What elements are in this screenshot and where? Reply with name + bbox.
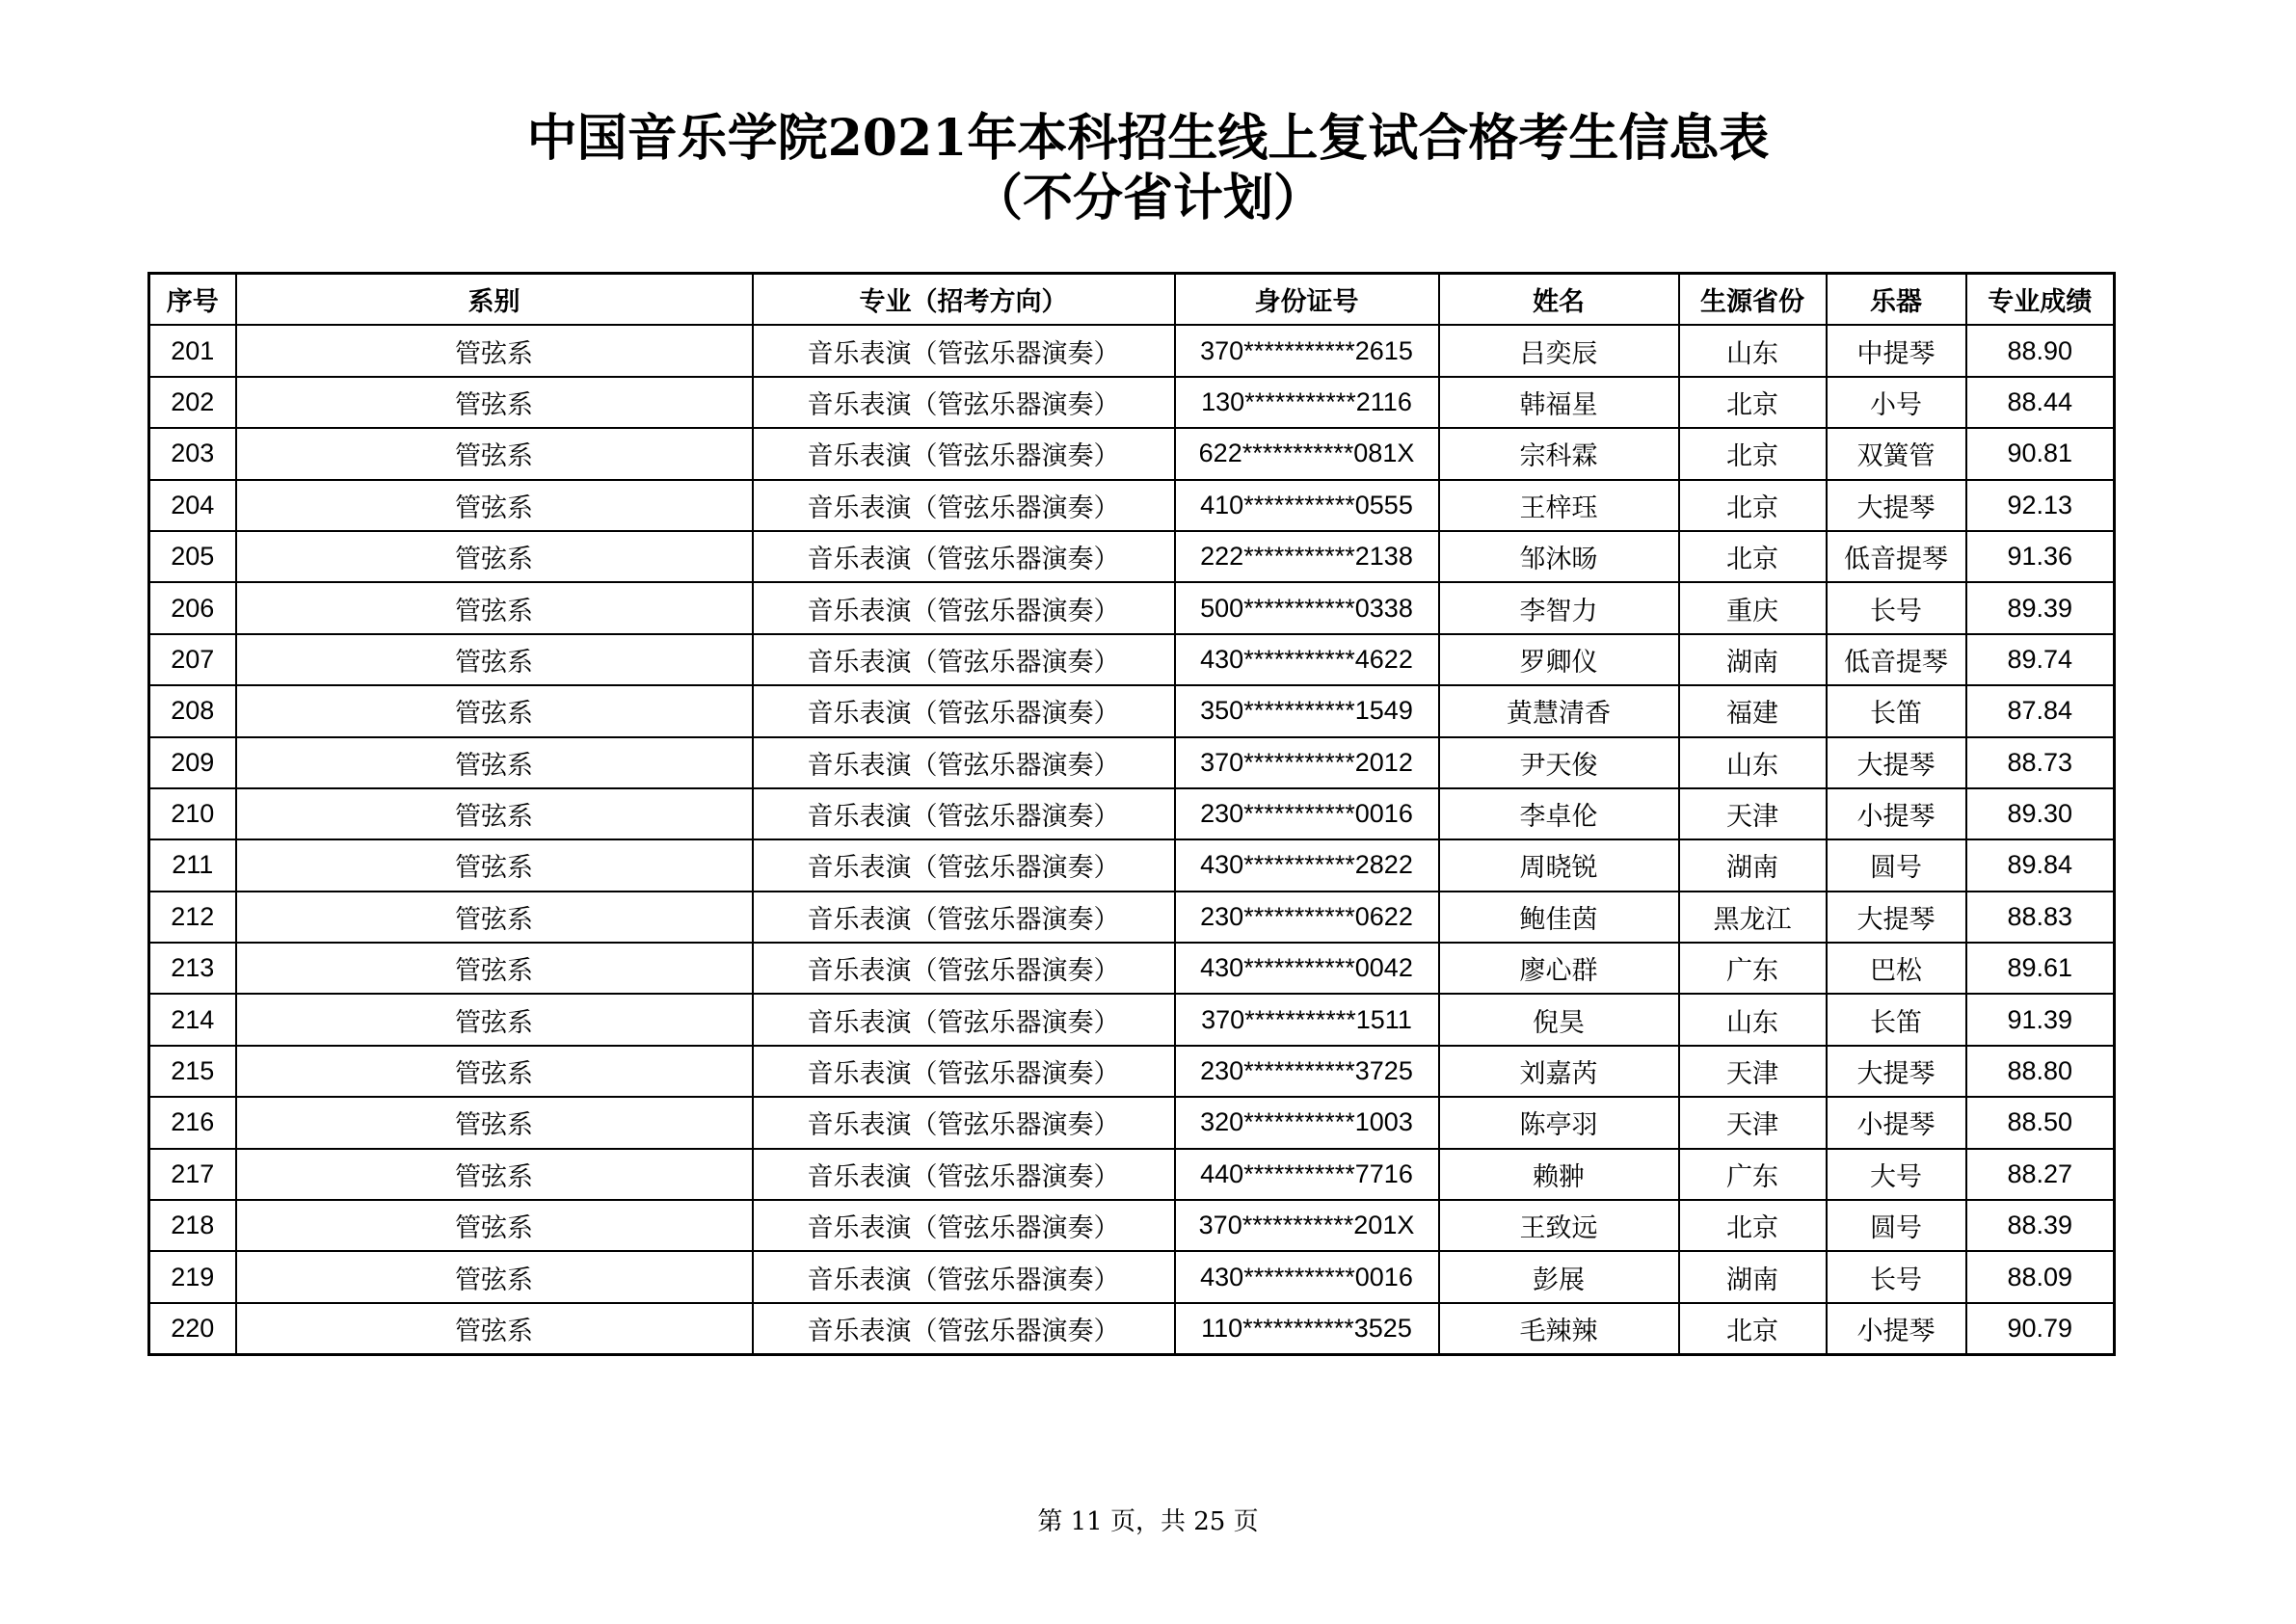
page-subtitle: （不分省计划） (972, 169, 1323, 227)
cell-index: 207 (149, 634, 236, 685)
cell-score: 90.81 (1966, 428, 2115, 479)
cell-instrument: 大提琴 (1827, 480, 1966, 531)
col-header-instrument: 乐器 (1827, 274, 1966, 326)
cell-major: 音乐表演（管弦乐器演奏） (753, 531, 1175, 582)
cell-score: 88.73 (1966, 737, 2115, 788)
cell-id-number: 230***********0622 (1175, 892, 1439, 943)
cell-instrument: 大提琴 (1827, 1046, 1966, 1097)
col-header-index: 序号 (149, 274, 236, 326)
cell-score: 88.83 (1966, 892, 2115, 943)
cell-name: 廖心群 (1439, 943, 1679, 994)
cell-score: 89.84 (1966, 839, 2115, 891)
cell-department: 管弦系 (236, 1097, 753, 1148)
cell-name: 赖翀 (1439, 1149, 1679, 1200)
cell-id-number: 430***********4622 (1175, 634, 1439, 685)
table-row (149, 1097, 2115, 1148)
cell-name: 罗卿仪 (1439, 634, 1679, 685)
cell-instrument: 小提琴 (1827, 1097, 1966, 1148)
cell-name: 王梓珏 (1439, 480, 1679, 531)
cell-major: 音乐表演（管弦乐器演奏） (753, 788, 1175, 839)
page-number: 第 11 页，共 25 页 (1037, 1507, 1259, 1536)
cell-major: 音乐表演（管弦乐器演奏） (753, 325, 1175, 376)
cell-department: 管弦系 (236, 1251, 753, 1302)
table-row (149, 531, 2115, 582)
cell-department: 管弦系 (236, 1303, 753, 1355)
cell-score: 92.13 (1966, 480, 2115, 531)
cell-id-number: 230***********3725 (1175, 1046, 1439, 1097)
table-row (149, 428, 2115, 479)
cell-score: 88.80 (1966, 1046, 2115, 1097)
col-header-id-number: 身份证号 (1175, 274, 1439, 326)
cell-index: 216 (149, 1097, 236, 1148)
cell-index: 218 (149, 1200, 236, 1251)
cell-score: 88.39 (1966, 1200, 2115, 1251)
cell-instrument: 大提琴 (1827, 892, 1966, 943)
cell-province: 山东 (1679, 994, 1827, 1045)
cell-name: 陈亭羽 (1439, 1097, 1679, 1148)
cell-instrument: 圆号 (1827, 839, 1966, 891)
cell-province: 北京 (1679, 531, 1827, 582)
table-row (149, 737, 2115, 788)
table-row (149, 943, 2115, 994)
cell-index: 203 (149, 428, 236, 479)
cell-province: 湖南 (1679, 1251, 1827, 1302)
cell-department: 管弦系 (236, 531, 753, 582)
cell-id-number: 622***********081X (1175, 428, 1439, 479)
cell-index: 214 (149, 994, 236, 1045)
cell-name: 黄慧清香 (1439, 685, 1679, 736)
cell-index: 209 (149, 737, 236, 788)
cell-province: 山东 (1679, 737, 1827, 788)
cell-score: 89.39 (1966, 582, 2115, 633)
cell-major: 音乐表演（管弦乐器演奏） (753, 839, 1175, 891)
cell-instrument: 小提琴 (1827, 1303, 1966, 1355)
cell-instrument: 低音提琴 (1827, 531, 1966, 582)
cell-province: 广东 (1679, 943, 1827, 994)
cell-instrument: 小号 (1827, 377, 1966, 428)
cell-major: 音乐表演（管弦乐器演奏） (753, 1046, 1175, 1097)
cell-major: 音乐表演（管弦乐器演奏） (753, 943, 1175, 994)
cell-id-number: 430***********0016 (1175, 1251, 1439, 1302)
cell-department: 管弦系 (236, 892, 753, 943)
cell-instrument: 大号 (1827, 1149, 1966, 1200)
cell-province: 北京 (1679, 480, 1827, 531)
cell-instrument: 长笛 (1827, 685, 1966, 736)
cell-score: 88.44 (1966, 377, 2115, 428)
cell-id-number: 430***********0042 (1175, 943, 1439, 994)
cell-major: 音乐表演（管弦乐器演奏） (753, 377, 1175, 428)
cell-instrument: 圆号 (1827, 1200, 1966, 1251)
cell-department: 管弦系 (236, 582, 753, 633)
cell-instrument: 低音提琴 (1827, 634, 1966, 685)
cell-instrument: 中提琴 (1827, 325, 1966, 376)
cell-name: 彭展 (1439, 1251, 1679, 1302)
cell-province: 北京 (1679, 377, 1827, 428)
cell-name: 周晓锐 (1439, 839, 1679, 891)
cell-score: 88.50 (1966, 1097, 2115, 1148)
cell-department: 管弦系 (236, 685, 753, 736)
table-row (149, 377, 2115, 428)
cell-index: 206 (149, 582, 236, 633)
cell-index: 212 (149, 892, 236, 943)
cell-department: 管弦系 (236, 943, 753, 994)
cell-major: 音乐表演（管弦乐器演奏） (753, 480, 1175, 531)
cell-instrument: 长号 (1827, 582, 1966, 633)
cell-instrument: 小提琴 (1827, 788, 1966, 839)
col-header-department: 系别 (236, 274, 753, 326)
cell-score: 88.90 (1966, 325, 2115, 376)
cell-index: 204 (149, 480, 236, 531)
cell-id-number: 370***********2012 (1175, 737, 1439, 788)
cell-instrument: 双簧管 (1827, 428, 1966, 479)
cell-major: 音乐表演（管弦乐器演奏） (753, 428, 1175, 479)
cell-province: 广东 (1679, 1149, 1827, 1200)
cell-name: 毛辣辣 (1439, 1303, 1679, 1355)
table-row (149, 1149, 2115, 1200)
cell-name: 宗科霖 (1439, 428, 1679, 479)
cell-major: 音乐表演（管弦乐器演奏） (753, 1303, 1175, 1355)
cell-index: 211 (149, 839, 236, 891)
cell-id-number: 320***********1003 (1175, 1097, 1439, 1148)
cell-id-number: 440***********7716 (1175, 1149, 1439, 1200)
page-title: 中国音乐学院2021年本科招生线上复试合格考生信息表 (526, 109, 1770, 168)
cell-score: 89.61 (1966, 943, 2115, 994)
cell-index: 205 (149, 531, 236, 582)
cell-name: 李卓伦 (1439, 788, 1679, 839)
cell-id-number: 222***********2138 (1175, 531, 1439, 582)
cell-instrument: 巴松 (1827, 943, 1966, 994)
cell-id-number: 350***********1549 (1175, 685, 1439, 736)
cell-major: 音乐表演（管弦乐器演奏） (753, 1200, 1175, 1251)
cell-province: 山东 (1679, 325, 1827, 376)
cell-department: 管弦系 (236, 737, 753, 788)
cell-province: 黑龙江 (1679, 892, 1827, 943)
cell-name: 倪昊 (1439, 994, 1679, 1045)
table-row (149, 685, 2115, 736)
cell-province: 天津 (1679, 788, 1827, 839)
cell-name: 李智力 (1439, 582, 1679, 633)
cell-id-number: 410***********0555 (1175, 480, 1439, 531)
cell-score: 87.84 (1966, 685, 2115, 736)
col-header-score: 专业成绩 (1966, 274, 2115, 326)
cell-index: 215 (149, 1046, 236, 1097)
cell-index: 217 (149, 1149, 236, 1200)
cell-instrument: 长笛 (1827, 994, 1966, 1045)
table-row (149, 1046, 2115, 1097)
cell-department: 管弦系 (236, 377, 753, 428)
table-row (149, 1200, 2115, 1251)
cell-id-number: 130***********2116 (1175, 377, 1439, 428)
cell-id-number: 370***********1511 (1175, 994, 1439, 1045)
cell-id-number: 230***********0016 (1175, 788, 1439, 839)
col-header-province: 生源省份 (1679, 274, 1827, 326)
cell-score: 89.74 (1966, 634, 2115, 685)
cell-province: 湖南 (1679, 839, 1827, 891)
table-row (149, 1303, 2115, 1355)
cell-department: 管弦系 (236, 994, 753, 1045)
cell-province: 北京 (1679, 1303, 1827, 1355)
cell-department: 管弦系 (236, 480, 753, 531)
cell-province: 北京 (1679, 1200, 1827, 1251)
cell-index: 202 (149, 377, 236, 428)
cell-major: 音乐表演（管弦乐器演奏） (753, 1149, 1175, 1200)
cell-index: 220 (149, 1303, 236, 1355)
cell-instrument: 大提琴 (1827, 737, 1966, 788)
cell-score: 91.36 (1966, 531, 2115, 582)
cell-province: 湖南 (1679, 634, 1827, 685)
cell-score: 88.09 (1966, 1251, 2115, 1302)
cell-name: 刘嘉芮 (1439, 1046, 1679, 1097)
cell-index: 208 (149, 685, 236, 736)
table-row (149, 788, 2115, 839)
cell-department: 管弦系 (236, 1046, 753, 1097)
cell-index: 201 (149, 325, 236, 376)
cell-score: 88.27 (1966, 1149, 2115, 1200)
cell-department: 管弦系 (236, 1200, 753, 1251)
cell-department: 管弦系 (236, 788, 753, 839)
cell-major: 音乐表演（管弦乐器演奏） (753, 737, 1175, 788)
cell-id-number: 370***********2615 (1175, 325, 1439, 376)
cell-name: 韩福星 (1439, 377, 1679, 428)
cell-index: 210 (149, 788, 236, 839)
cell-major: 音乐表演（管弦乐器演奏） (753, 634, 1175, 685)
cell-major: 音乐表演（管弦乐器演奏） (753, 892, 1175, 943)
table-row (149, 480, 2115, 531)
cell-index: 219 (149, 1251, 236, 1302)
candidates-table (147, 272, 2116, 1356)
cell-score: 90.79 (1966, 1303, 2115, 1355)
cell-id-number: 500***********0338 (1175, 582, 1439, 633)
cell-province: 天津 (1679, 1097, 1827, 1148)
table-row (149, 892, 2115, 943)
cell-major: 音乐表演（管弦乐器演奏） (753, 1097, 1175, 1148)
cell-id-number: 430***********2822 (1175, 839, 1439, 891)
col-header-major: 专业（招考方向） (753, 274, 1175, 326)
cell-province: 福建 (1679, 685, 1827, 736)
cell-instrument: 长号 (1827, 1251, 1966, 1302)
cell-name: 尹天俊 (1439, 737, 1679, 788)
cell-department: 管弦系 (236, 634, 753, 685)
table-row (149, 634, 2115, 685)
cell-province: 天津 (1679, 1046, 1827, 1097)
cell-department: 管弦系 (236, 1149, 753, 1200)
cell-department: 管弦系 (236, 839, 753, 891)
table-row (149, 1251, 2115, 1302)
col-header-name: 姓名 (1439, 274, 1679, 326)
cell-score: 89.30 (1966, 788, 2115, 839)
cell-score: 91.39 (1966, 994, 2115, 1045)
table-row (149, 325, 2115, 376)
table-header-row (149, 274, 2115, 326)
cell-index: 213 (149, 943, 236, 994)
cell-name: 王致远 (1439, 1200, 1679, 1251)
table-row (149, 994, 2115, 1045)
cell-major: 音乐表演（管弦乐器演奏） (753, 994, 1175, 1045)
table-row (149, 582, 2115, 633)
cell-name: 邹沐旸 (1439, 531, 1679, 582)
cell-province: 北京 (1679, 428, 1827, 479)
cell-id-number: 370***********201X (1175, 1200, 1439, 1251)
cell-department: 管弦系 (236, 325, 753, 376)
cell-name: 吕奕辰 (1439, 325, 1679, 376)
cell-name: 鲍佳茵 (1439, 892, 1679, 943)
table-row (149, 839, 2115, 891)
table-body (149, 325, 2115, 1354)
cell-major: 音乐表演（管弦乐器演奏） (753, 685, 1175, 736)
cell-major: 音乐表演（管弦乐器演奏） (753, 1251, 1175, 1302)
cell-id-number: 110***********3525 (1175, 1303, 1439, 1355)
cell-major: 音乐表演（管弦乐器演奏） (753, 582, 1175, 633)
cell-province: 重庆 (1679, 582, 1827, 633)
cell-department: 管弦系 (236, 428, 753, 479)
